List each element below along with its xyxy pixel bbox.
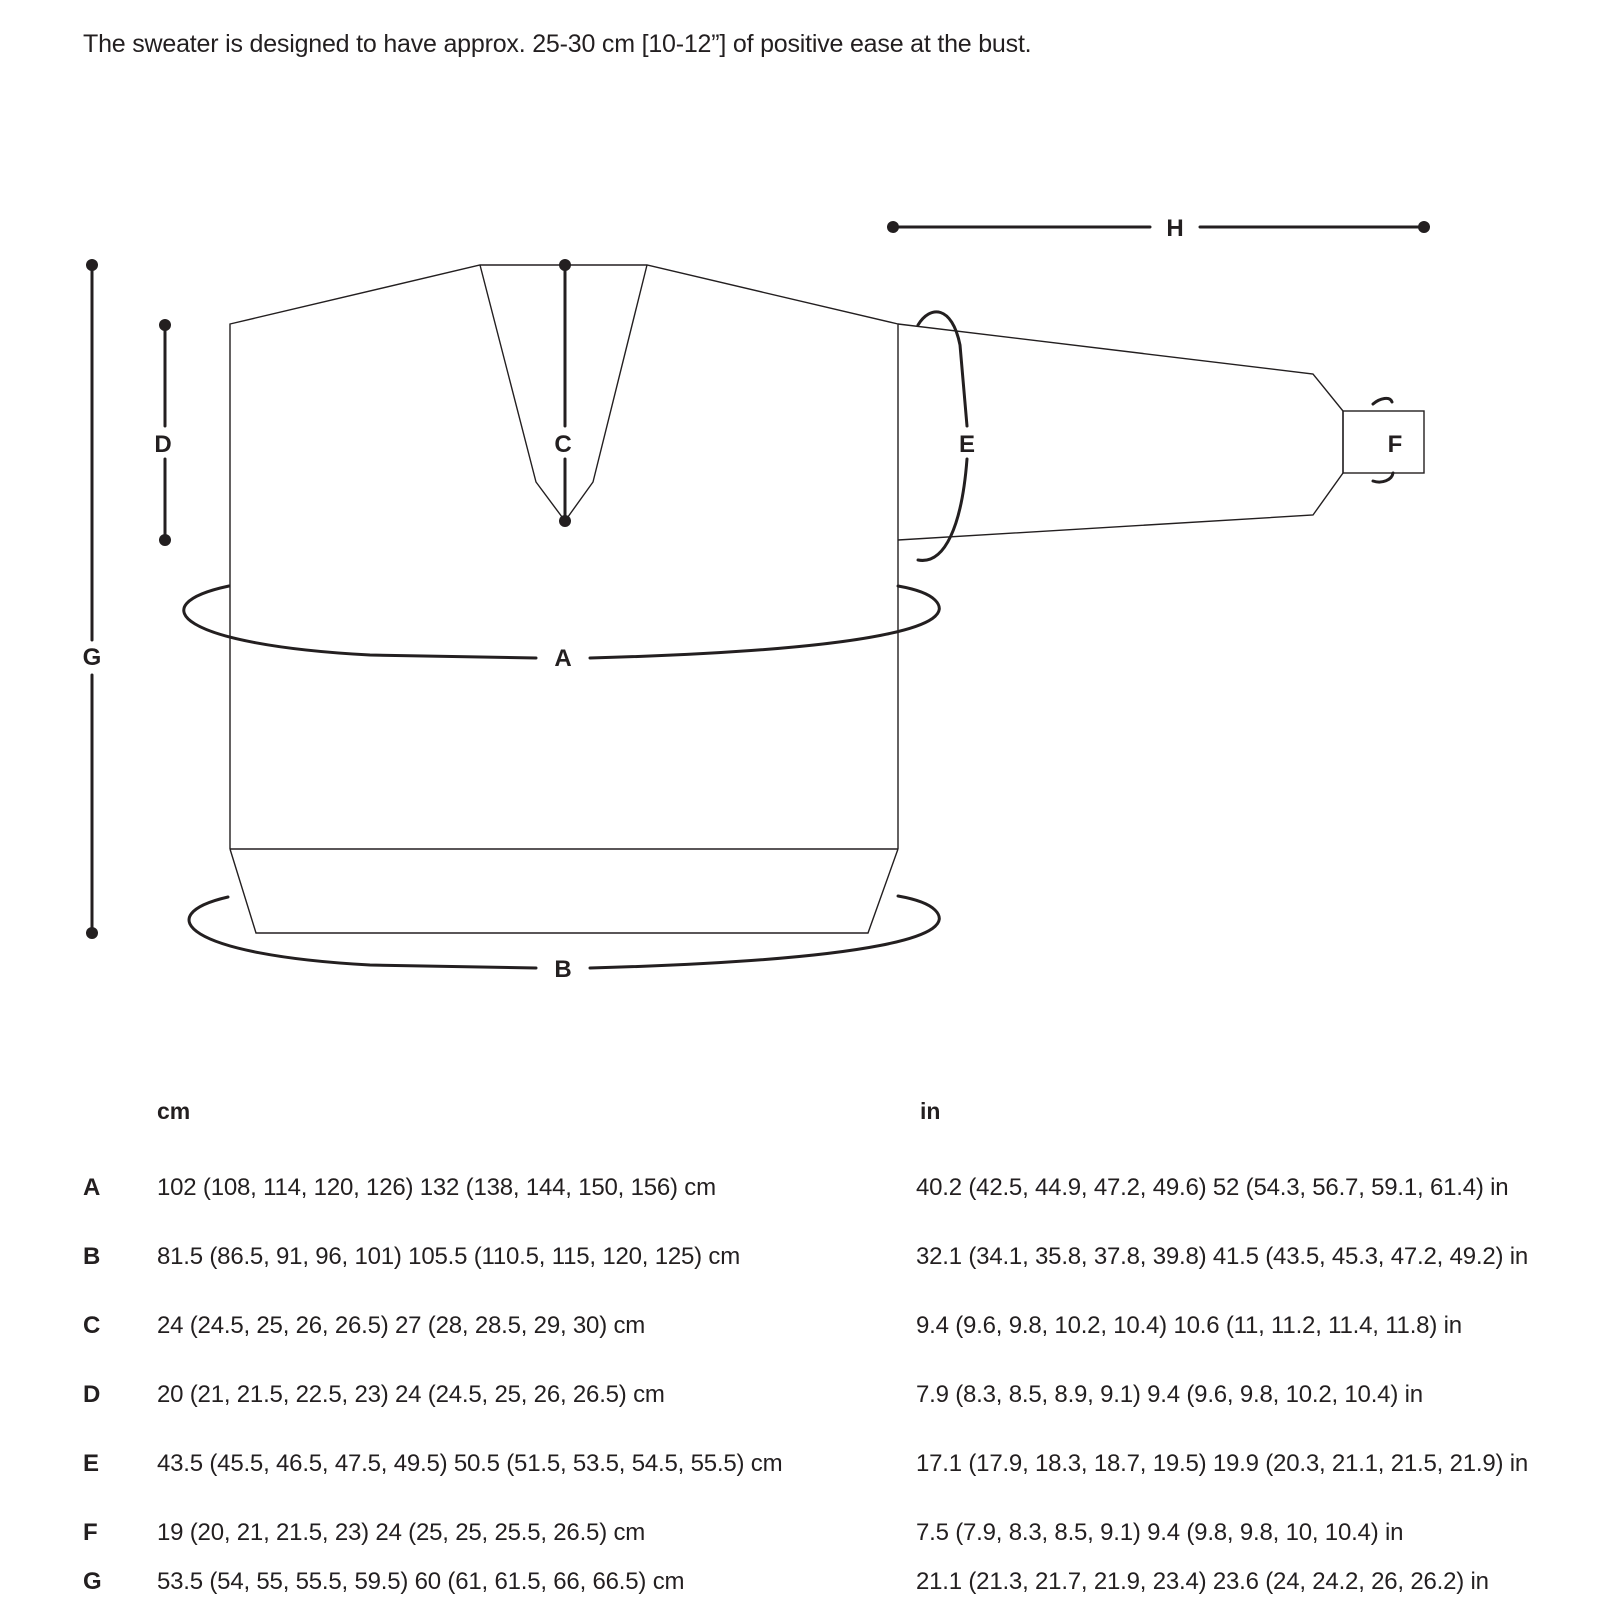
d-top-dot — [159, 319, 171, 331]
row-in-value: 32.1 (34.1, 35.8, 37.8, 39.8) 41.5 (43.5, 45.3, 47.2, 49.2) in — [916, 1243, 1529, 1270]
label-a: A — [554, 645, 572, 672]
row-in-value: 17.1 (17.9, 18.3, 18.7, 19.5) 19.9 (20.3, 21.1, 21.5, 21.9) in — [916, 1450, 1529, 1477]
row-key: B — [83, 1243, 101, 1270]
measurement-lines — [92, 227, 1424, 968]
sweater-outline — [230, 265, 1424, 933]
row-key: D — [83, 1381, 101, 1408]
measurement-row-d — [0, 1381, 1620, 1421]
row-cm-value: 43.5 (45.5, 46.5, 47.5, 49.5) 50.5 (51.5, 53.5, 54.5, 55.5) cm — [157, 1450, 783, 1477]
h-left-dot — [887, 221, 899, 233]
measurement-row-a — [0, 1174, 1620, 1214]
row-in-value: 40.2 (42.5, 44.9, 47.2, 49.6) 52 (54.3, 56.7, 59.1, 61.4) in — [916, 1174, 1509, 1201]
label-b: B — [554, 956, 572, 983]
measurement-row-e — [0, 1450, 1620, 1490]
row-in-value: 9.4 (9.6, 9.8, 10.2, 10.4) 10.6 (11, 11.2, 11.4, 11.8) in — [916, 1312, 1462, 1339]
label-d: D — [154, 431, 172, 458]
c-bottom-dot — [559, 515, 571, 527]
row-cm-value: 24 (24.5, 25, 26, 26.5) 27 (28, 28.5, 29, 30) cm — [157, 1312, 646, 1339]
c-top-dot — [559, 259, 571, 271]
row-cm-value: 53.5 (54, 55, 55.5, 59.5) 60 (61, 61.5, 66, 66.5) cm — [157, 1568, 685, 1595]
intro-text: The sweater is designed to have approx. 25-30 cm [10-12”] of positive ease at the bust. — [83, 30, 1032, 58]
row-key: A — [83, 1174, 101, 1201]
measurement-row-b — [0, 1243, 1620, 1283]
row-in-value: 7.5 (7.9, 8.3, 8.5, 9.1) 9.4 (9.8, 9.8, 10, 10.4) in — [916, 1519, 1404, 1546]
row-cm-value: 19 (20, 21, 21.5, 23) 24 (25, 25, 25.5, 26.5) cm — [157, 1519, 646, 1546]
h-right-dot — [1418, 221, 1430, 233]
label-h: H — [1166, 215, 1184, 242]
label-c: C — [554, 431, 572, 458]
row-cm-value: 81.5 (86.5, 91, 96, 101) 105.5 (110.5, 115, 120, 125) cm — [157, 1243, 740, 1270]
cm-column-header: cm — [157, 1098, 191, 1124]
row-cm-value: 20 (21, 21.5, 22.5, 23) 24 (24.5, 25, 26, 26.5) cm — [157, 1381, 665, 1408]
row-in-value: 7.9 (8.3, 8.5, 8.9, 9.1) 9.4 (9.6, 9.8, 10.2, 10.4) in — [916, 1381, 1423, 1408]
measurement-row-c — [0, 1312, 1620, 1352]
g-top-dot — [86, 259, 98, 271]
row-cm-value: 102 (108, 114, 120, 126) 132 (138, 144, 150, 156) cm — [157, 1174, 716, 1201]
d-bottom-dot — [159, 534, 171, 546]
cuff — [1343, 411, 1424, 473]
row-key: F — [83, 1519, 98, 1546]
in-column-header: in — [920, 1098, 941, 1124]
row-in-value: 21.1 (21.3, 21.7, 21.9, 23.4) 23.6 (24, 24.2, 26, 26.2) in — [916, 1568, 1489, 1595]
label-e: E — [958, 431, 976, 458]
label-g: G — [82, 644, 102, 671]
row-key: C — [83, 1312, 101, 1339]
row-key: G — [83, 1568, 102, 1595]
label-f: F — [1387, 431, 1403, 458]
g-bottom-dot — [86, 927, 98, 939]
measurement-row-g — [0, 1568, 1620, 1608]
hem-ribbing — [230, 849, 898, 933]
measurement-row-f — [0, 1519, 1620, 1559]
measurement-endpoints — [86, 221, 1430, 939]
row-key: E — [83, 1450, 99, 1477]
